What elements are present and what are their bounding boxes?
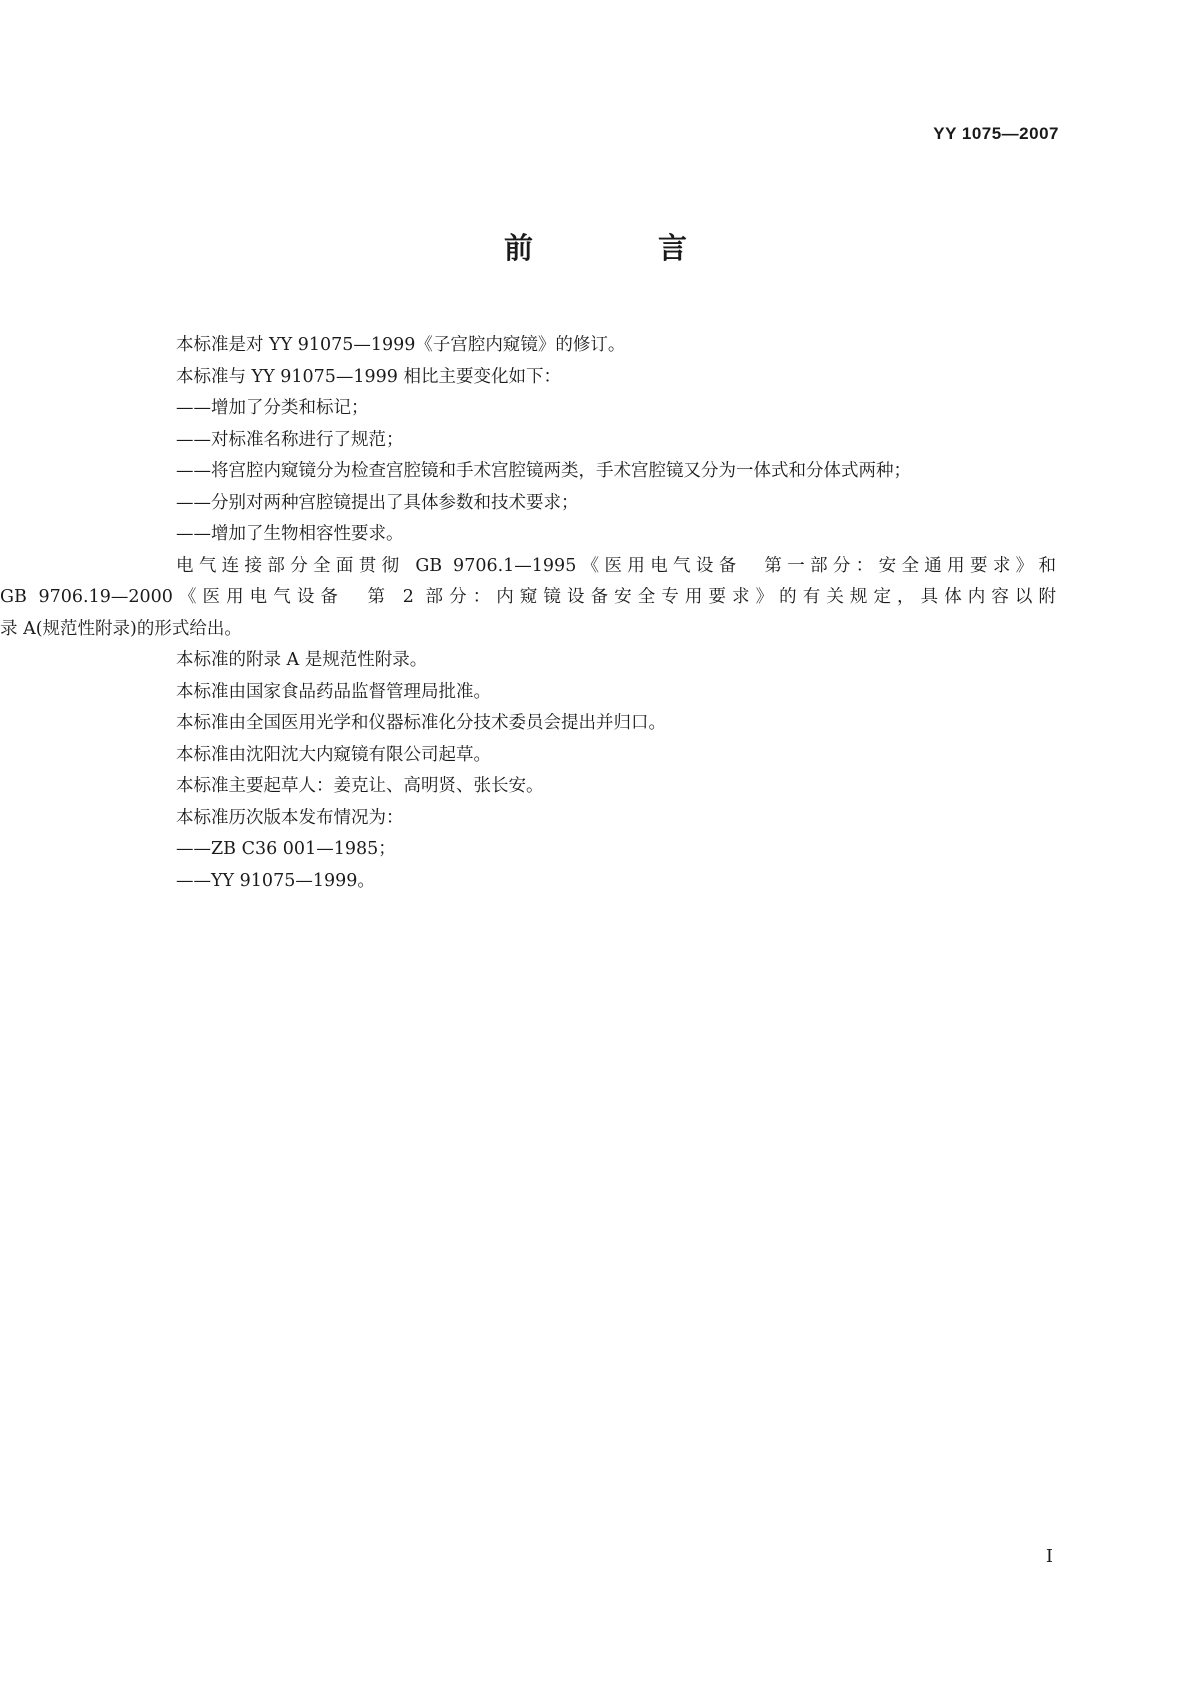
history-item-zb: ——ZB C36 001—1985； [176, 839, 396, 859]
history-item-yy: ——YY 91075—1999。 [176, 870, 375, 891]
paragraph-electrical [0, 551, 1056, 646]
paragraph-annex: 本标准的附录 A 是规范性附录。 [176, 650, 428, 670]
paragraph-changes-intro: 本标准与 YY 91075—1999 相比主要变化如下： [176, 366, 561, 387]
change-item-classification: ——增加了分类和标记； [176, 398, 369, 418]
change-item-biocompatibility: ——增加了生物相容性要求。 [176, 524, 404, 544]
electrical-line-1: 电气连接部分全面贯彻 GB 9706.1—1995《医用电气设备 第一部分：安全通用要求》和 [176, 555, 1056, 576]
change-item-types: ——将宫腔内窥镜分为检查宫腔镜和手术宫腔镜两类，手术宫腔镜又分为一体式和分体式两种； [176, 461, 911, 481]
paragraph-revision: 本标准是对 YY 91075—1999《子宫腔内窥镜》的修订。 [176, 335, 626, 355]
standard-code: YY 1075—2007 [933, 124, 1059, 143]
change-item-name: ——对标准名称进行了规范； [176, 429, 404, 450]
page-title: 前 言 [503, 231, 735, 265]
paragraph-drafters: 本标准主要起草人：姜克让、高明贤、张长安。 [176, 776, 544, 796]
change-item-parameters: ——分别对两种宫腔镜提出了具体参数和技术要求； [176, 492, 579, 513]
paragraph-drafting-org: 本标准由沈阳沈大内窥镜有限公司起草。 [176, 744, 491, 765]
electrical-line-2: GB 9706.19—2000《医用电气设备 第 2 部分：内窥镜设备安全专用要求》的有关规定，具体内容以附 [0, 587, 1056, 607]
paragraph-history-intro: 本标准历次版本发布情况为： [176, 807, 404, 828]
paragraph-proposal: 本标准由全国医用光学和仪器标准化分技术委员会提出并归口。 [176, 713, 666, 733]
electrical-line-3: 录 A(规范性附录)的形式给出。 [0, 618, 242, 639]
foreword-body [0, 330, 1056, 897]
page-number: I [1045, 1546, 1053, 1567]
paragraph-approval: 本标准由国家食品药品监督管理局批准。 [176, 681, 491, 702]
